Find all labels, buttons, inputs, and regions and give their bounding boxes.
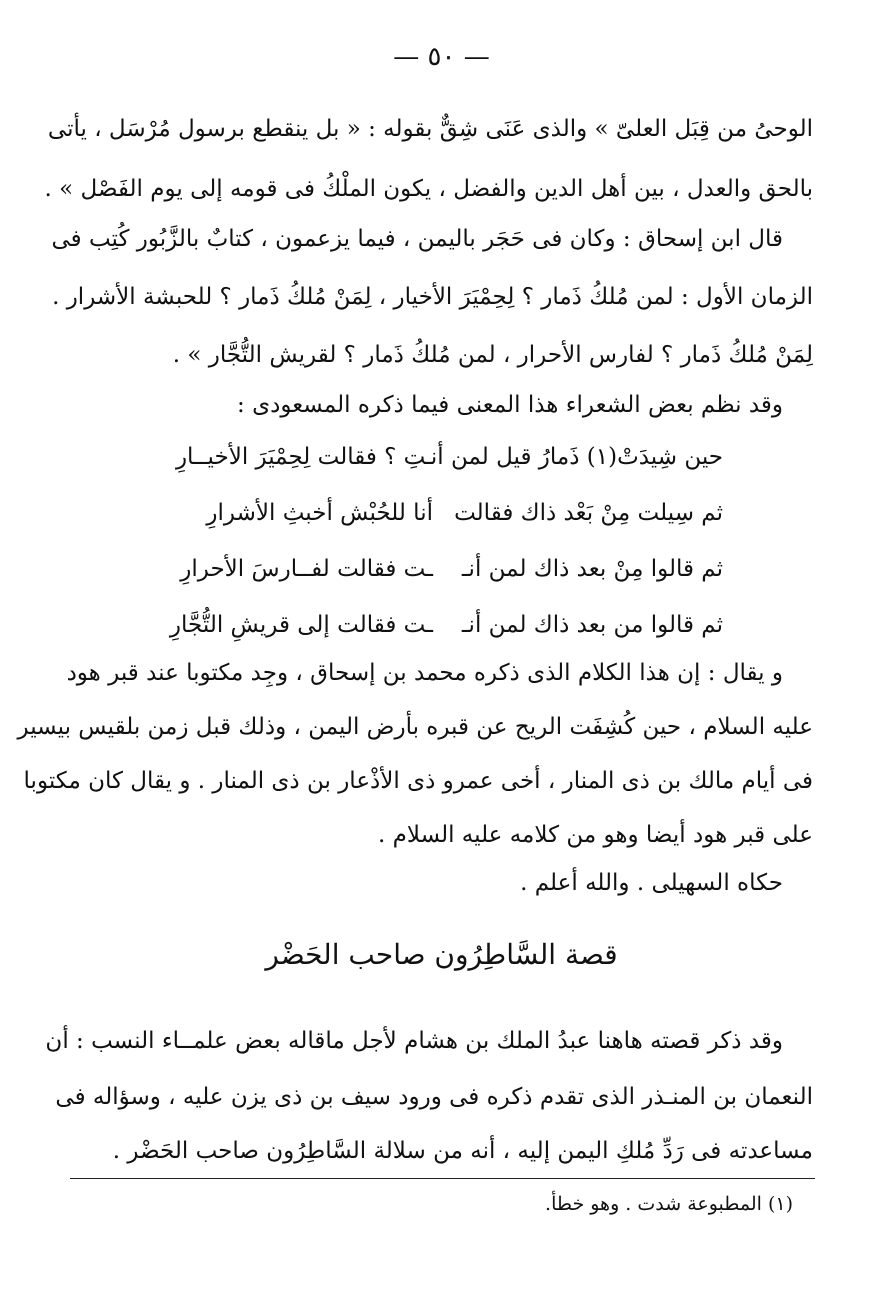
text-line: قال ابن إسحاق : وكان فى حَجَر باليمن ، فيما يزعمون ، كتابٌ بالزَّبُور كُتِب فى [51, 226, 783, 252]
text-line: على قبر هود أيضا وهو من كلامه عليه السلام . [377, 822, 813, 848]
verse-hemistich-first: حين شِيدَتْ(١) ذَمارُ قيل لمن أنـ [424, 444, 723, 470]
verse-hemistich-second: ـت فقالت لفــارسَ الأحرارِ [180, 556, 433, 582]
text-line: عليه السلام ، حين كُشِفَت الريح عن قبره بأرض اليمن ، وذلك قبل زمن بلقيس بيسير [17, 714, 813, 740]
text-line: الوحىُ من قِبَل العلىّ » والذى عَنَى شِقٌّ بقوله : « بل ينقطع برسول مُرْسَل ، يأتى [47, 116, 813, 142]
page-number: — ٥٠ — [393, 42, 490, 72]
verse-hemistich-first: ثم قالوا مِنْ بعد ذاك لمن أنـ [461, 556, 723, 582]
text-line: لِمَنْ مُلكُ ذَمار ؟ لفارس الأحرار ، لمن مُلكُ ذَمار ؟ لقريش التُّجَّار » . [172, 342, 813, 368]
verse-hemistich-first: ثم سِيلت مِنْ بَعْد ذاك فقالت [454, 500, 723, 526]
text-line: حكاه السهيلى . والله أعلم . [520, 870, 783, 896]
text-line: الزمان الأول : لمن مُلكُ ذَمار ؟ لِحِمْيَرَ الأخيار ، لِمَنْ مُلكُ ذَمار ؟ للحبشة الأشرار . [52, 284, 813, 310]
footnote-separator [70, 1178, 815, 1179]
verse-hemistich-second: ـتِ ؟ فقالت لِحِمْيَرَ الأخيــارِ [175, 444, 433, 470]
text-line: وقد نظم بعض الشعراء هذا المعنى فيما ذكره المسعودى : [237, 392, 783, 418]
text-line: بالحق والعدل ، بين أهل الدين والفضل ، يكون الملْكُ فى قومه إلى يوم الفَصْل » . [44, 176, 813, 202]
verse-hemistich-first: ثم قالوا من بعد ذاك لمن أنـ [461, 612, 723, 638]
text-line: وقد ذكر قصته هاهنا عبدُ الملك بن هشام لأجل ماقاله بعض علمــاء النسب : أن [45, 1028, 783, 1054]
text-line: و يقال : إن هذا الكلام الذى ذكره محمد بن إسحاق ، وجِد مكتوبا عند قبر هود [66, 660, 783, 686]
footnote: (١) المطبوعة شدت . وهو خطأ. [545, 1193, 793, 1215]
text-line: النعمان بن المنـذر الذى تقدم ذكره فى ورود سيف بن ذى يزن عليه ، وسؤاله فى [55, 1084, 813, 1110]
section-title: قصة السَّاطِرُون صاحب الحَضْر [265, 938, 618, 971]
text-line: فى أيام مالك بن ذى المنار ، أخى عمرو ذى الأذْعار بن ذى المنار . و يقال كان مكتوبا [23, 768, 813, 794]
text-line: مساعدته فى رَدِّ مُلكِ اليمن إليه ، أنه من سلالة السَّاطِرُون صاحب الحَضْر . [112, 1138, 813, 1164]
verse-hemistich-second: ـت فقالت إلى قريشِ التُّجَّارِ [169, 612, 433, 638]
verse-hemistich-second: أنا للحُبْش أخبثِ الأشرارِ [206, 500, 433, 526]
